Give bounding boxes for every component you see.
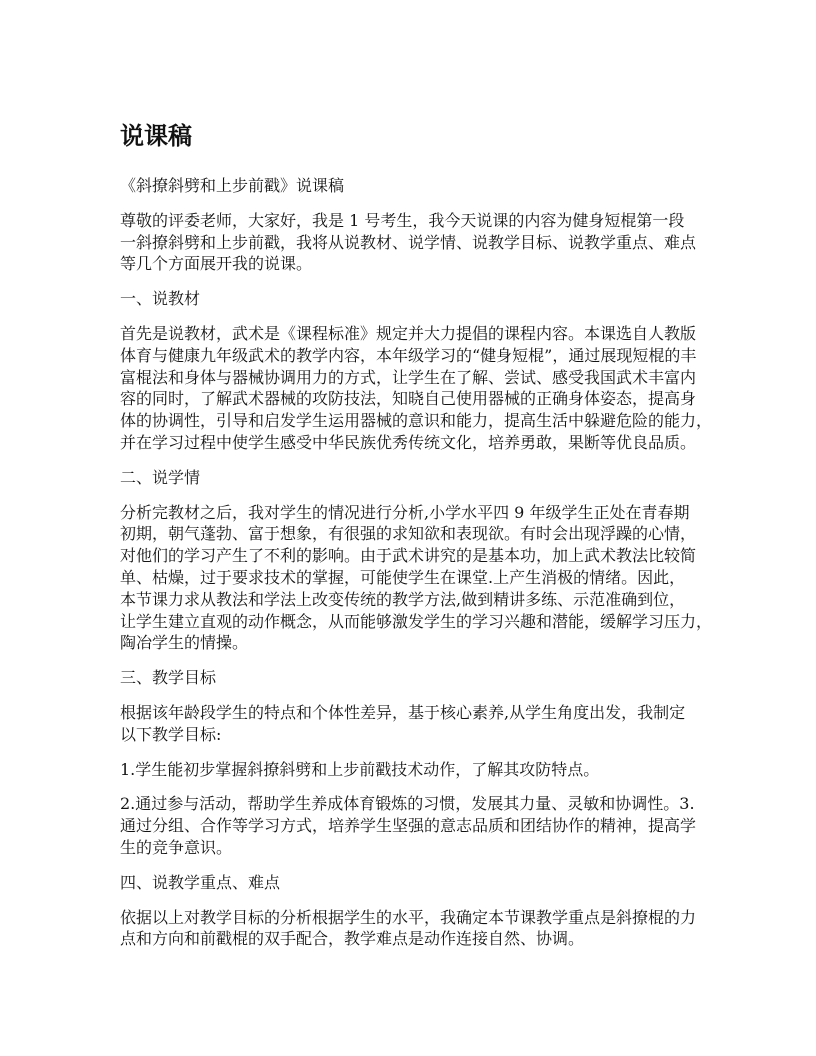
textbook-paragraph <box>120 323 756 454</box>
paragraph-line: 依据以上对教学目标的分析根据学生的水平，我确定本节课教学重点是斜撩棍的力 <box>120 907 697 927</box>
goal-item-2-3 <box>120 793 756 858</box>
goals-intro-paragraph <box>120 702 756 746</box>
section-heading-students <box>120 467 756 489</box>
key-points-paragraph <box>120 907 756 951</box>
paragraph-line: 体育与健康九年级武术的教学内容，本年级学习的“健身短棍”，通过展现短棍的丰 <box>120 345 697 365</box>
section-heading-key-points <box>120 872 756 894</box>
paragraph-line: 2.通过参与活动，帮助学生养成体育锻炼的习惯，发展其力量、灵敏和协调性。3. <box>120 794 695 814</box>
paragraph-line: 首先是说教材，武术是《课程标准》规定并大力提倡的课程内容。本课选自人教版 <box>120 323 697 343</box>
subtitle-line: 《斜撩斜劈和上步前戳》说课稿 <box>120 176 345 195</box>
paragraph-line: 容的同时，了解武术器械的攻防技法，知晓自己使用器械的正确身体姿态，提高身 <box>120 389 697 409</box>
paragraph-line: 本节课力求从教法和学法上改变传统的教学方法,做到精讲多练、示范准确到位， <box>120 589 686 609</box>
paragraph-line: 体的协调性，引导和启发学生运用器械的意识和能力，提高生活中躲避危险的能力， <box>120 411 713 431</box>
students-paragraph <box>120 502 756 655</box>
heading-line: 二、说学情 <box>120 467 201 487</box>
paragraph-line: 通过分组、合作等学习方式，培养学生坚强的意志品质和团结协作的精神，提高学 <box>120 816 697 836</box>
paragraph-line: 分析完教材之后，我对学生的情况进行分析,小学水平四 9 年级学生正处在青春期 <box>120 502 690 522</box>
paragraph-line: 对他们的学习产生了不利的影响。由于武术讲究的是基本功，加上武术教法比较简 <box>120 546 697 566</box>
document-subtitle <box>120 175 756 197</box>
paragraph-line: 生的竞争意识。 <box>120 837 233 857</box>
paragraph-line: 尊敬的评委老师，大家好，我是 1 号考生，我今天说课的内容为健身短棍第一段 <box>120 210 685 230</box>
paragraph-line: 1.学生能初步掌握斜撩斜劈和上步前戳技术动作，了解其攻防特点。 <box>120 759 600 779</box>
heading-line: 一、说教材 <box>120 289 201 309</box>
paragraph-line: 等几个方面展开我的说课。 <box>120 254 313 274</box>
paragraph-line: 点和方向和前戳棍的双手配合，教学难点是动作连接自然、协调。 <box>120 929 585 949</box>
intro-paragraph <box>120 210 756 275</box>
goal-item-1 <box>120 759 756 781</box>
paragraph-line: 陶冶学生的情操。 <box>120 633 249 653</box>
section-heading-goals <box>120 667 756 689</box>
paragraph-line: 富棍法和身体与器械协调用力的方式，让学生在了解、尝试、感受我国武术丰富内 <box>120 367 697 387</box>
heading-line: 三、教学目标 <box>120 668 217 688</box>
paragraph-line: 以下教学目标: <box>120 724 222 744</box>
paragraph-line: 并在学习过程中使学生感受中华民族优秀传统文化，培养勇敢，果断等优良品质。 <box>120 432 697 452</box>
paragraph-line: 让学生建立直观的动作概念，从而能够激发学生的学习兴趣和潜能，缓解学习压力， <box>120 611 713 631</box>
document-title: 说课稿 <box>120 122 192 150</box>
paragraph-line: 根据该年龄段学生的特点和个体性差异，基于核心素养,从学生角度出发，我制定 <box>120 702 686 722</box>
section-heading-textbook <box>120 288 756 310</box>
paragraph-line: 单、枯燥，过于要求技术的掌握，可能使学生在课堂.上产生消极的情绪。因此， <box>120 567 686 587</box>
paragraph-line: 一斜撩斜劈和上步前戳，我将从说教材、说学情、说教学目标、说教学重点、难点 <box>120 232 697 252</box>
heading-line: 四、说教学重点、难点 <box>120 872 281 892</box>
paragraph-line: 初期，朝气蓬勃、富于想象，有很强的求知欲和表现欲。有时会出现浮躁的心情， <box>120 524 697 544</box>
